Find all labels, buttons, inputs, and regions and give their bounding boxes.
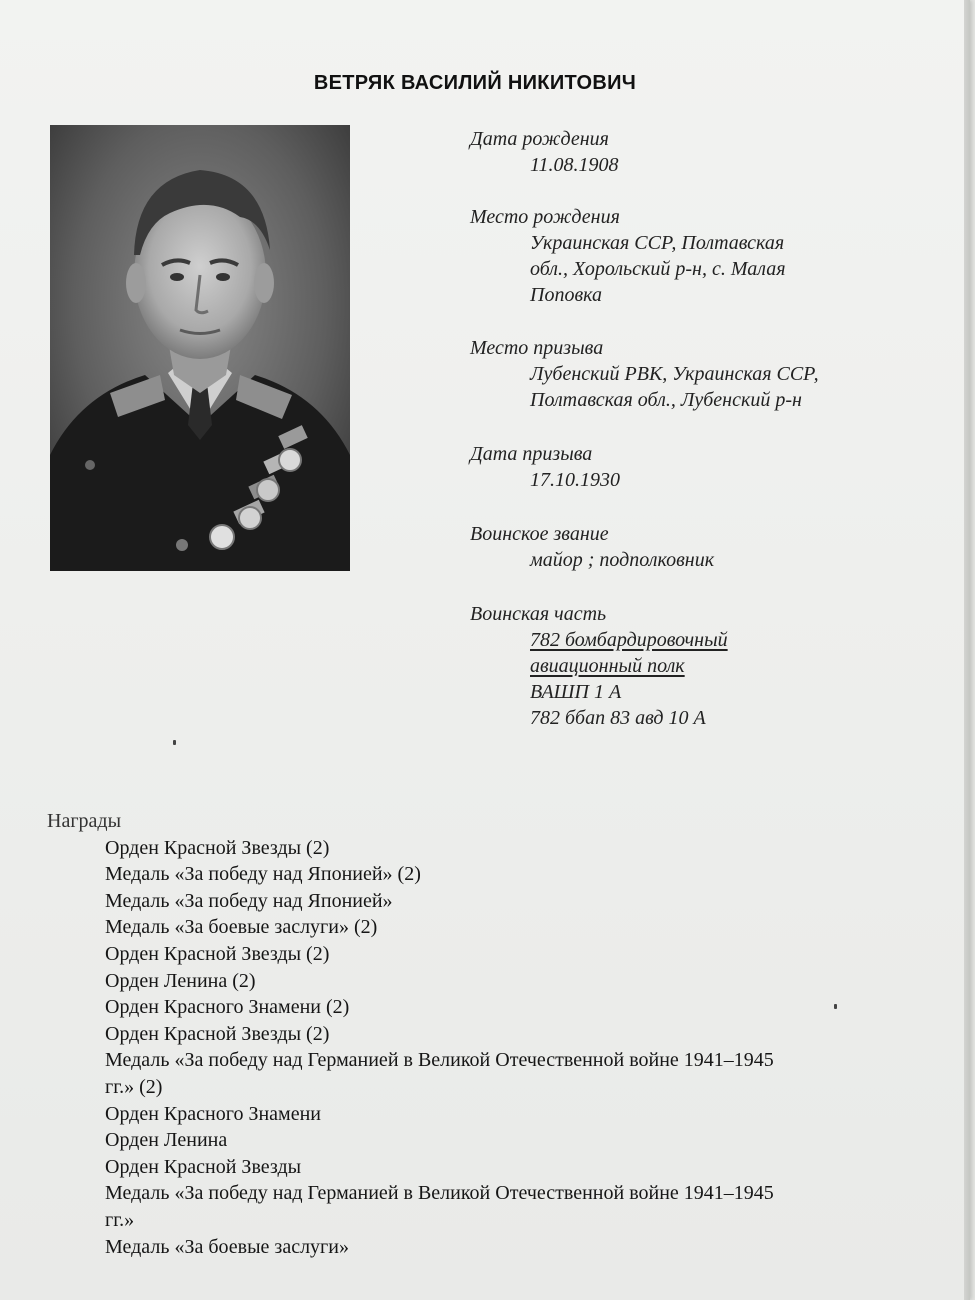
personal-info bbox=[470, 126, 950, 731]
field-value: Полтавская обл., Лубенский р-н bbox=[530, 389, 802, 411]
award-item: гг.» bbox=[105, 1208, 135, 1231]
person-name-title: ВЕТРЯК ВАСИЛИЙ НИКИТОВИЧ bbox=[313, 72, 637, 94]
field-birth-place bbox=[470, 204, 950, 335]
award-item: Орден Красной Звезды bbox=[105, 1155, 302, 1178]
field-value: Лубенский РВК, Украинская ССР, bbox=[530, 363, 819, 385]
field-label: Дата призыва bbox=[470, 443, 593, 465]
field-label: Место призыва bbox=[470, 337, 604, 359]
field-draft-place bbox=[470, 335, 950, 441]
award-item: Медаль «За победу над Германией в Великой Отечественной войне 1941–1945 bbox=[105, 1049, 774, 1072]
award-item: Медаль «За победу над Японией» bbox=[105, 889, 393, 912]
paper-speck bbox=[173, 740, 176, 745]
paper-speck bbox=[834, 1004, 837, 1009]
award-item: Медаль «За боевые заслуги» bbox=[105, 1235, 349, 1258]
field-value: 17.10.1930 bbox=[530, 469, 620, 491]
award-item: Медаль «За победу над Германией в Великой Отечественной войне 1941–1945 bbox=[105, 1182, 774, 1205]
field-value: 782 ббап 83 авд 10 А bbox=[530, 707, 706, 729]
award-item: Медаль «За боевые заслуги» (2) bbox=[105, 916, 378, 939]
page-edge bbox=[964, 0, 970, 1300]
field-value: 11.08.1908 bbox=[530, 154, 619, 176]
portrait-icon bbox=[50, 125, 350, 571]
award-item: гг.» (2) bbox=[105, 1075, 163, 1098]
field-value: Украинская ССР, Полтавская bbox=[530, 232, 785, 254]
field-value: Поповка bbox=[530, 284, 602, 306]
field-military-rank bbox=[470, 521, 950, 601]
military-unit-link[interactable]: 782 бомбардировочный bbox=[530, 629, 728, 651]
field-birth-date bbox=[470, 126, 950, 204]
award-item: Орден Ленина bbox=[105, 1129, 228, 1152]
field-value: обл., Хорольский р-н, с. Малая bbox=[530, 258, 786, 280]
field-label: Воинское звание bbox=[470, 523, 609, 545]
award-item: Медаль «За победу над Японией» (2) bbox=[105, 863, 421, 886]
field-military-unit bbox=[470, 601, 950, 731]
award-item: Орден Красного Знамени bbox=[105, 1102, 321, 1125]
awards-list bbox=[47, 835, 947, 1261]
field-label: Воинская часть bbox=[470, 603, 607, 625]
award-item: Орден Ленина (2) bbox=[105, 969, 256, 992]
portrait-photo bbox=[50, 125, 350, 571]
field-value: ВАШП 1 А bbox=[530, 681, 622, 703]
field-value: майор ; подполковник bbox=[530, 549, 715, 571]
field-label: Дата рождения bbox=[470, 128, 609, 150]
awards-section bbox=[47, 808, 947, 1260]
award-item: Орден Красной Звезды (2) bbox=[105, 942, 330, 965]
award-item: Орден Красного Знамени (2) bbox=[105, 996, 350, 1019]
military-unit-link[interactable]: авиационный полк bbox=[530, 655, 685, 677]
awards-heading: Награды bbox=[47, 810, 122, 832]
award-item: Орден Красной Звезды (2) bbox=[105, 1022, 330, 1045]
field-draft-date bbox=[470, 441, 950, 521]
field-label: Место рождения bbox=[470, 206, 620, 228]
award-item: Орден Красной Звезды (2) bbox=[105, 836, 330, 859]
